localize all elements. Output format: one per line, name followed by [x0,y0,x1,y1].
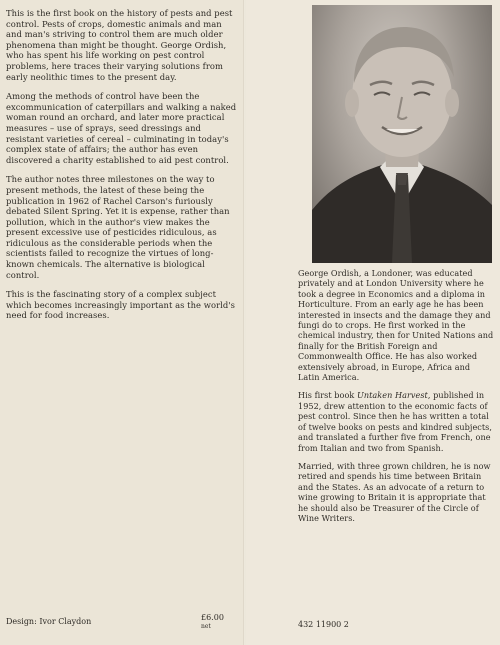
blurb-paragraph-3: The author notes three milestones on the way to present methods, the latest of these being the publication in 1962 of Rachel Carson's furiously debated Silent Spring. Yet it is expense, rather than pollution, which in the author's view makes the present excessive use of pesticides ridiculous, as ridiculous as the considerable periods when the scientists failed to recognize the virtues of long-known chemicals. The alternative is biological control. [6,174,230,280]
author-photo [312,5,492,263]
price-value: £6.00 [201,613,224,622]
blurb-paragraph-4: This is the fascinating story of a complex subject which becomes increasingly important as the world's need for food increases. [6,289,235,321]
book-title: Untaken Harvest [356,390,428,401]
bio-paragraph-2-start: His first book [298,390,357,401]
price-net: net [201,623,211,630]
blurb-paragraph-2: Among the methods of control have been the excommunication of caterpillars and walking a naked woman round an orchard, and later more practical measures – use of sprays, seed dressings and resistant varieties of cereal – culminating in today's complex state of affairs; the author has even discovered a charity established to aid pest control. [6,91,237,165]
bio-paragraph-2-end: , published in 1952, drew attention to the economic facts of pest control. Since then he has written a total of twelve books on pests and kindred subjects, and translated a further five from French, one from Italian and two from Spanish. [298,390,493,453]
bio-paragraph-3: Married, with three grown children, he is now retired and spends his time between Britain and the States. As an advocate of a return to wine growing to Britain it is appropriate that he should also be Treasurer of the Circle of Wine Writers. [298,460,491,523]
back-flap-page [0,0,244,645]
isbn-number: 432 11900 2 [298,620,349,629]
blurb-paragraph-1: This is the first book on the history of pests and pest control. Pests of crops, domestic animals and man and man's striving to control them are much older phenomena than might be thought. George Ordish, who has spent his life working on pest control problems, here traces their varying solutions from early neolithic times to the present day. [6,8,233,82]
author-bio [298,268,494,531]
bio-paragraph-2 [298,390,494,452]
design-credit: Design: Ivor Claydon [6,617,92,626]
bio-paragraph-1: George Ordish, a Londoner, was educated privately and at London University where he took a degree in Economics and a diploma in Horticulture. From an early age he has been interested in insects and the damage they and fungi do to crops. He first worked in the chemical industry, then for United Nations and finally for the British Foreign and Commonwealth Office. He has also worked extensively abroad, in Europe, Africa and Latin America. [298,268,494,383]
price-label [201,613,224,631]
